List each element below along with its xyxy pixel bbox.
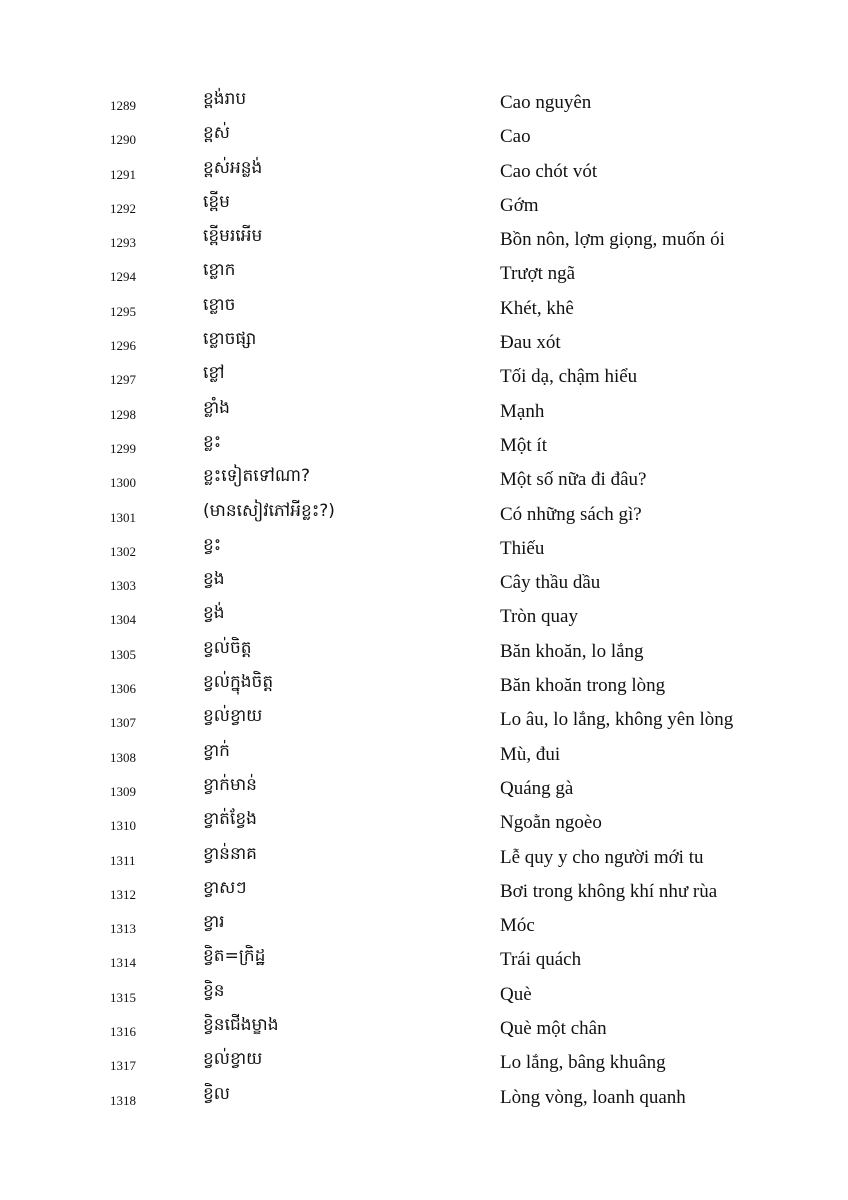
list-item bbox=[0, 600, 848, 634]
vietnamese-translation: Què bbox=[500, 983, 532, 1005]
entry-number: 1316 bbox=[110, 1024, 136, 1040]
khmer-term: ខ្វិត=ក្រិដ្ឋ bbox=[203, 946, 266, 967]
khmer-term: ខ្ពស់ bbox=[203, 123, 230, 144]
list-item bbox=[0, 841, 848, 875]
khmer-term: ខ្វល់ខ្វាយ bbox=[203, 706, 263, 727]
vietnamese-translation: Khét, khê bbox=[500, 297, 574, 319]
entry-number: 1303 bbox=[110, 578, 136, 594]
list-item bbox=[0, 566, 848, 600]
entry-number: 1318 bbox=[110, 1092, 136, 1108]
khmer-term: ខ្វាសៗ bbox=[203, 877, 247, 898]
vietnamese-translation: Mạnh bbox=[500, 400, 545, 422]
vietnamese-translation: Đau xót bbox=[500, 332, 561, 354]
khmer-term: ខ្វល់ចិត្ត bbox=[203, 637, 252, 658]
list-item bbox=[0, 532, 848, 566]
list-item bbox=[0, 86, 848, 120]
khmer-term: ខ្វាត់ខ្វែង bbox=[203, 809, 257, 830]
list-item bbox=[0, 429, 848, 463]
khmer-term: ខ្វិនជើងម្ខាង bbox=[203, 1015, 279, 1036]
list-item bbox=[0, 120, 848, 154]
entry-number: 1313 bbox=[110, 921, 136, 937]
list-item bbox=[0, 223, 848, 257]
list-item bbox=[0, 978, 848, 1012]
list-item bbox=[0, 669, 848, 703]
khmer-term: ខ្ពង់រាប bbox=[203, 89, 247, 109]
vietnamese-translation: Một số nữa đi đâu? bbox=[500, 469, 647, 491]
entry-number: 1290 bbox=[110, 132, 136, 148]
entry-number: 1312 bbox=[110, 886, 136, 902]
list-item bbox=[0, 292, 848, 326]
khmer-term: ខ្ពើម bbox=[203, 191, 230, 212]
entry-number: 1309 bbox=[110, 783, 136, 799]
khmer-term: ខ្វល់ក្នុងចិត្ត bbox=[203, 672, 274, 693]
vietnamese-translation: Quáng gà bbox=[500, 777, 574, 799]
list-item bbox=[0, 463, 848, 497]
khmer-term: ខ្វិន bbox=[203, 980, 225, 1001]
entry-number: 1289 bbox=[110, 98, 136, 113]
entry-number: 1299 bbox=[110, 440, 136, 456]
khmer-term: ខ្វាន់នាគ bbox=[203, 843, 257, 864]
list-item bbox=[0, 943, 848, 977]
list-item bbox=[0, 738, 848, 772]
vietnamese-translation: Lễ quy y cho người mới tu bbox=[500, 846, 704, 868]
vietnamese-translation: Có những sách gì? bbox=[500, 503, 642, 525]
entry-number: 1297 bbox=[110, 372, 136, 388]
list-item bbox=[0, 806, 848, 840]
entry-number: 1302 bbox=[110, 543, 136, 559]
vietnamese-translation: Bơi trong không khí như rùa bbox=[500, 880, 718, 902]
vietnamese-translation: Gớm bbox=[500, 194, 539, 216]
list-item bbox=[0, 909, 848, 943]
list-item bbox=[0, 257, 848, 291]
list-item bbox=[0, 155, 848, 189]
khmer-term: ខ្លោច bbox=[203, 294, 236, 315]
vietnamese-translation: Lòng vòng, loanh quanh bbox=[500, 1086, 686, 1108]
khmer-term: ខ្វល់ខ្វាយ bbox=[203, 1049, 263, 1070]
list-item bbox=[0, 395, 848, 429]
list-item bbox=[0, 635, 848, 669]
khmer-term: ខ្លៅ bbox=[203, 363, 225, 384]
khmer-term: ខ្លះ bbox=[203, 431, 222, 452]
khmer-term: (មានសៀវភៅអីខ្លះ?) bbox=[203, 500, 335, 521]
khmer-term: ខ្ពស់អន្លង់ bbox=[203, 157, 263, 178]
entry-number: 1293 bbox=[110, 235, 136, 251]
vietnamese-translation: Băn khoăn, lo lắng bbox=[500, 640, 644, 662]
entry-number: 1295 bbox=[110, 303, 136, 319]
vocabulary-list bbox=[0, 86, 848, 1115]
vietnamese-translation: Mù, đui bbox=[500, 743, 561, 765]
vietnamese-translation: Thiếu bbox=[500, 537, 545, 559]
entry-number: 1291 bbox=[110, 166, 136, 182]
entry-number: 1301 bbox=[110, 509, 136, 525]
vietnamese-translation: Bồn nôn, lợm giọng, muốn ói bbox=[500, 229, 725, 251]
entry-number: 1307 bbox=[110, 715, 136, 731]
entry-number: 1298 bbox=[110, 406, 136, 422]
khmer-term: ខ្លោក bbox=[203, 260, 236, 281]
entry-number: 1296 bbox=[110, 338, 136, 354]
vietnamese-translation: Què một chân bbox=[500, 1018, 607, 1040]
vietnamese-translation: Cao nguyên bbox=[500, 92, 592, 113]
list-item bbox=[0, 498, 848, 532]
vietnamese-translation: Cao chót vót bbox=[500, 160, 598, 182]
khmer-term: ខ្វារ bbox=[203, 912, 225, 933]
vietnamese-translation: Cây thầu dầu bbox=[500, 572, 601, 594]
vietnamese-translation: Cao bbox=[500, 126, 531, 148]
khmer-term: ខ្លោចផ្សា bbox=[203, 329, 257, 350]
entry-number: 1308 bbox=[110, 749, 136, 765]
entry-number: 1305 bbox=[110, 646, 136, 662]
entry-number: 1304 bbox=[110, 612, 136, 628]
vietnamese-translation: Một ít bbox=[500, 434, 547, 456]
vietnamese-translation: Trượt ngã bbox=[500, 263, 576, 285]
khmer-term: ខ្វាក់មាន់ bbox=[203, 774, 257, 795]
list-item bbox=[0, 326, 848, 360]
vietnamese-translation: Ngoằn ngoèo bbox=[500, 812, 602, 834]
khmer-term: ខ្វិល bbox=[203, 1083, 230, 1104]
vietnamese-translation: Lo âu, lo lắng, không yên lòng bbox=[500, 709, 734, 731]
entry-number: 1292 bbox=[110, 200, 136, 216]
list-item bbox=[0, 875, 848, 909]
entry-number: 1300 bbox=[110, 475, 136, 491]
khmer-term: ខ្វះ bbox=[203, 534, 222, 555]
list-item bbox=[0, 1046, 848, 1080]
vietnamese-translation: Lo lắng, bâng khuâng bbox=[500, 1052, 666, 1074]
list-item bbox=[0, 1081, 848, 1115]
khmer-term: ខ្វង់ bbox=[203, 603, 225, 624]
vietnamese-translation: Băn khoăn trong lòng bbox=[500, 675, 666, 697]
khmer-term: ខ្លាំង bbox=[203, 397, 230, 418]
entry-number: 1311 bbox=[110, 852, 136, 868]
khmer-term: ខ្លះទៀតទៅណា? bbox=[203, 466, 311, 487]
vietnamese-translation: Tối dạ, chậm hiểu bbox=[500, 366, 638, 388]
vietnamese-translation: Tròn quay bbox=[500, 606, 578, 628]
entry-number: 1294 bbox=[110, 269, 136, 285]
entry-number: 1314 bbox=[110, 955, 136, 971]
entry-number: 1310 bbox=[110, 818, 136, 834]
vietnamese-translation: Móc bbox=[500, 915, 535, 937]
list-item bbox=[0, 703, 848, 737]
list-item bbox=[0, 360, 848, 394]
khmer-term: ខ្វង bbox=[203, 569, 225, 590]
khmer-term: ខ្ពើមរអើម bbox=[203, 226, 263, 247]
khmer-term: ខ្វាក់ bbox=[203, 740, 230, 761]
list-item bbox=[0, 1012, 848, 1046]
entry-number: 1306 bbox=[110, 681, 136, 697]
vietnamese-translation: Trái quách bbox=[500, 949, 582, 971]
entry-number: 1315 bbox=[110, 989, 136, 1005]
list-item bbox=[0, 772, 848, 806]
list-item bbox=[0, 189, 848, 223]
entry-number: 1317 bbox=[110, 1058, 136, 1074]
